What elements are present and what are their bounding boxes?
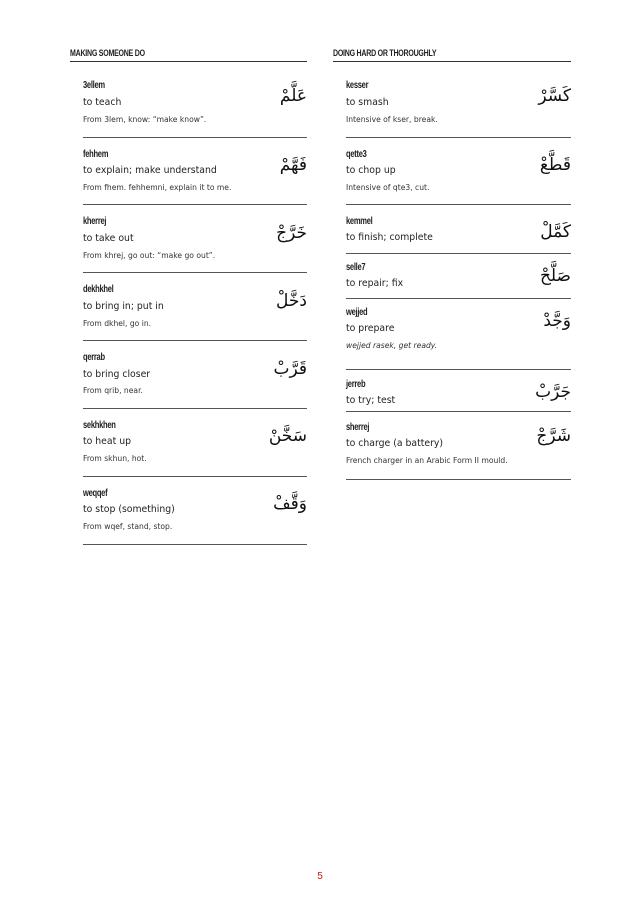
entry-note: wejjed rasek, get ready. (346, 341, 438, 350)
entry-arabic: عَلَّمْ (279, 86, 307, 106)
entry-translit: selle7 (346, 261, 366, 273)
entry-weqqef (83, 477, 307, 545)
entry-note: Intensive of qte3, cut. (346, 183, 430, 192)
entry-selle7 (346, 254, 571, 299)
entry-translit: sherrej (346, 421, 370, 433)
entry-gloss: to repair; fix (346, 278, 404, 289)
entry-translit: dekhkhel (83, 283, 114, 295)
entry-qerrab (83, 341, 307, 409)
entry-sekhkhen (83, 409, 307, 477)
entry-gloss: to chop up (346, 165, 396, 176)
entry-translit: fehhem (83, 148, 109, 160)
left-column (70, 48, 307, 545)
entry-kherrej (83, 205, 307, 273)
entry-note: From khrej, go out: “make go out”. (83, 251, 216, 260)
entry-gloss: to stop (something) (83, 504, 175, 515)
entry-gloss: to try; test (346, 395, 396, 406)
page-number: 5 (317, 871, 323, 882)
entry-gloss: to heat up (83, 436, 131, 447)
entry-gloss: to bring closer (83, 369, 151, 380)
entry-translit: kherrej (83, 215, 107, 227)
entry-translit: sekhkhen (83, 419, 116, 431)
section-heading: MAKING SOMEONE DO (70, 48, 145, 58)
entry-note: From 3lem, know: “make know”. (83, 115, 207, 124)
entry-list (346, 62, 571, 480)
section-heading: DOING HARD OR THOROUGHLY (333, 48, 437, 58)
entry-note: French charger in an Arabic Form II mould. (346, 456, 508, 465)
entry-gloss: to charge (a battery) (346, 438, 444, 449)
entry-gloss: to bring in; put in (83, 301, 164, 312)
entry-qette3 (346, 138, 571, 205)
entry-note: From skhun, hot. (83, 454, 147, 463)
entry-note: From wqef, stand, stop. (83, 522, 173, 531)
entry-gloss: to take out (83, 233, 134, 244)
entry-list (83, 62, 307, 545)
entry-gloss: to finish; complete (346, 232, 433, 243)
entry-arabic: قَرَّبْ (273, 359, 307, 379)
entry-sherrej (346, 412, 571, 480)
entry-translit: qette3 (346, 148, 367, 160)
entry-translit: kesser (346, 79, 369, 91)
entry-translit: jerreb (346, 378, 366, 390)
entry-arabic: وَقَّفْ (273, 494, 307, 514)
entry-translit: qerrab (83, 351, 105, 363)
entry-note: Intensive of kser, break. (346, 115, 438, 124)
entry-arabic: كَسَّرْ (538, 86, 571, 106)
entry-jerreb (346, 370, 571, 412)
entry-kesser (346, 62, 571, 138)
entry-translit: kemmel (346, 215, 373, 227)
entry-gloss: to smash (346, 97, 389, 108)
entry-arabic: فَهَّمْ (279, 155, 307, 175)
entry-arabic: جَرَّبْ (535, 382, 571, 402)
entry-arabic: كَمَّلْ (540, 222, 571, 242)
entry-translit: weqqef (83, 487, 108, 499)
entry-gloss: to prepare (346, 323, 395, 334)
entry-arabic: سَخَّنْ (268, 426, 307, 446)
entry-fehhem (83, 138, 307, 205)
entry-arabic: دَخَّلْ (276, 291, 307, 311)
entry-note: From dkhel, go in. (83, 319, 152, 328)
entry-note: From qrib, near. (83, 386, 143, 395)
entry-wejjed (346, 299, 571, 370)
right-column (333, 48, 571, 480)
entry-arabic: خَرَّجْ (276, 223, 307, 243)
entry-kemmel (346, 205, 571, 254)
entry-3ellem (83, 62, 307, 138)
entry-gloss: to explain; make understand (83, 165, 217, 176)
entry-note: From fhem. fehhemni, explain it to me. (83, 183, 232, 192)
entry-arabic: قَطَّعْ (539, 155, 571, 175)
entry-translit: wejjed (346, 306, 368, 318)
entry-arabic: وَجَّدْ (543, 311, 571, 331)
entry-arabic: شَرَّجْ (536, 426, 571, 446)
entry-arabic: صَلَّحْ (539, 266, 571, 286)
entry-gloss: to teach (83, 97, 122, 108)
entry-translit: 3ellem (83, 79, 105, 91)
entry-dekhkhel (83, 273, 307, 341)
